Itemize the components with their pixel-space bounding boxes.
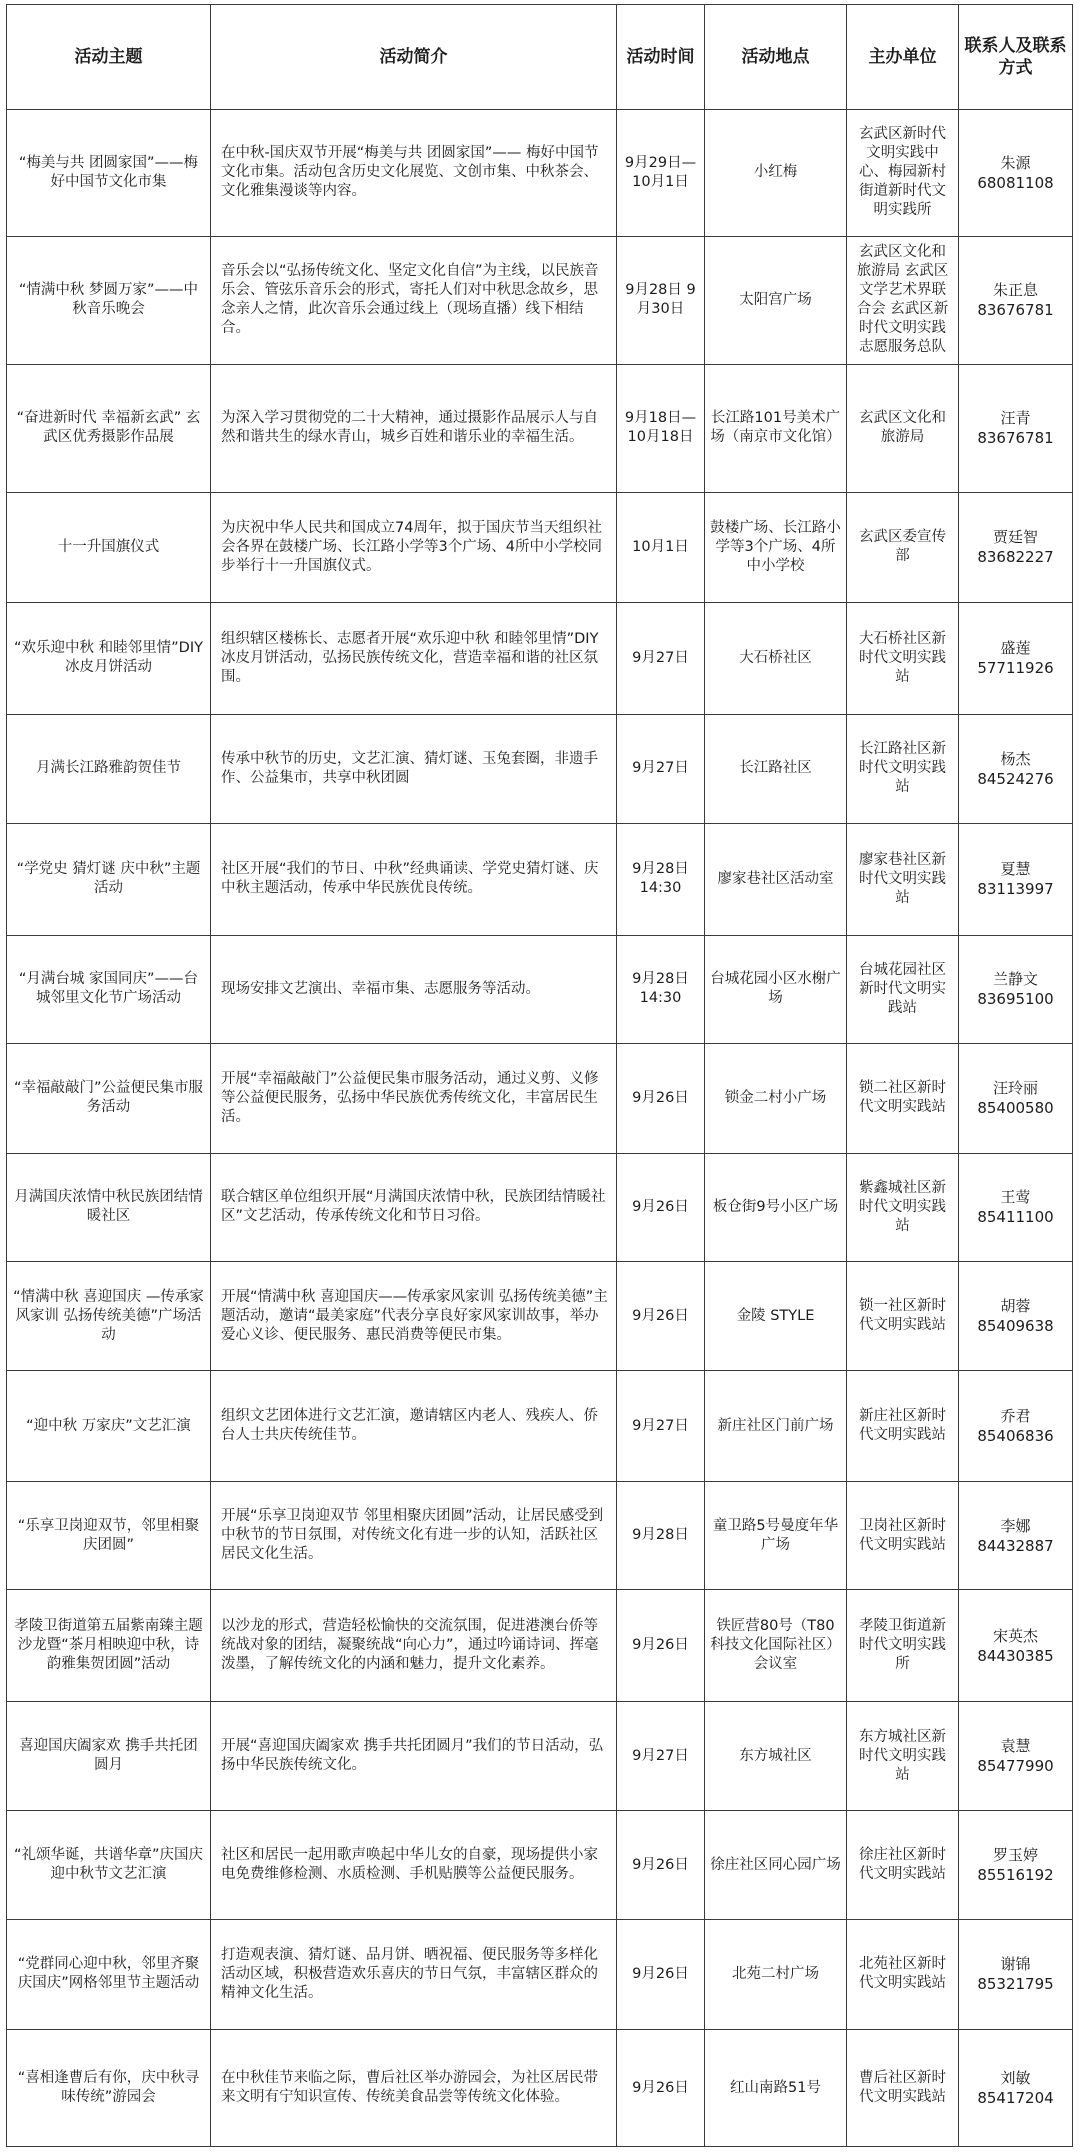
contact-cell — [959, 1261, 1073, 1370]
host-cell: 玄武区新时代文明实践中心、梅园新村街道新时代文明实践所 — [847, 110, 959, 237]
topic-cell: “情满中秋 喜迎国庆 —传承家风家训 弘扬传统美德”广场活动 — [7, 1261, 211, 1370]
topic-cell: “奋进新时代 幸福新玄武” 玄武区优秀摄影作品展 — [7, 364, 211, 492]
description-cell: 社区开展“我们的节日、中秋”经典诵读、学党史猜灯谜、庆中秋主题活动，传承中华民族优良传统。 — [211, 824, 617, 936]
description-cell: 在中秋-国庆双节开展“梅美与共 团圆家国”—— 梅好中国节文化市集。活动包含历史文化展览、文创市集、中秋茶会、文化雅集漫谈等内容。 — [211, 110, 617, 237]
contact-cell — [959, 492, 1073, 602]
table-row — [7, 1261, 1073, 1370]
topic-cell: “党群同心迎中秋，邻里齐聚庆国庆”网格邻里节主题活动 — [7, 1919, 211, 2029]
topic-cell: 月满长江路雅韵贺佳节 — [7, 714, 211, 823]
time-cell: 9月29日—10月1日 — [617, 110, 705, 237]
description-cell: 传承中秋节的历史，文艺汇演、猜灯谜、玉兔套圈，非遗手作、公益集市，共享中秋团圆 — [211, 714, 617, 823]
time-cell: 9月26日 — [617, 1811, 705, 1919]
header-description: 活动简介 — [211, 5, 617, 110]
time-cell: 10月1日 — [617, 492, 705, 602]
header-topic: 活动主题 — [7, 5, 211, 110]
place-cell: 东方城社区 — [705, 1701, 847, 1810]
contact-name: 贾廷智 — [992, 528, 1038, 547]
contact-phone: 57711926 — [977, 659, 1054, 678]
place-cell: 小红梅 — [705, 110, 847, 237]
table-row — [7, 1811, 1073, 1919]
time-cell: 9月27日 — [617, 1371, 705, 1481]
contact-cell — [959, 1481, 1073, 1589]
description-cell: 联合辖区单位组织开展“月满国庆浓情中秋，民族团结情暖社区”文艺活动，传承传统文化和节日习俗。 — [211, 1153, 617, 1261]
table-row — [7, 1919, 1073, 2029]
host-cell: 紫鑫城社区新时代文明实践站 — [847, 1153, 959, 1261]
header-time: 活动时间 — [617, 5, 705, 110]
contact-cell — [959, 1590, 1073, 1702]
table-row — [7, 110, 1073, 237]
host-cell: 玄武区委宣传部 — [847, 492, 959, 602]
contact-cell — [959, 364, 1073, 492]
host-cell: 廖家巷社区新时代文明实践站 — [847, 824, 959, 936]
contact-cell — [959, 1153, 1073, 1261]
contact-phone: 83676781 — [977, 301, 1054, 320]
contact-cell — [959, 603, 1073, 715]
contact-phone: 84432887 — [977, 1536, 1054, 1555]
time-cell: 9月28日 14:30 — [617, 824, 705, 936]
table-row — [7, 492, 1073, 602]
description-cell: 为庆祝中华人民共和国成立74周年，拟于国庆节当天组织社会各界在鼓楼广场、长江路小学等3个广场、4所中小学校同步举行十一升国旗仪式。 — [211, 492, 617, 602]
topic-cell: “乐享卫岗迎双节，邻里相聚庆团圆” — [7, 1481, 211, 1589]
description-cell: 为深入学习贯彻党的二十大精神，通过摄影作品展示人与自然和谐共生的绿水青山，城乡百姓和谐乐业的幸福生活。 — [211, 364, 617, 492]
place-cell: 太阳宫广场 — [705, 236, 847, 364]
table-row — [7, 1701, 1073, 1810]
contact-cell — [959, 1811, 1073, 1919]
place-cell: 童卫路5号曼度年华广场 — [705, 1481, 847, 1589]
description-cell: 开展“幸福敲敲门”公益便民集市服务活动，通过义剪、义修等公益便民服务，弘扬中华民族优秀传统文化，丰富居民生活。 — [211, 1044, 617, 1153]
table-row — [7, 1590, 1073, 1702]
description-cell: 现场安排文艺演出、幸福市集、志愿服务等活动。 — [211, 935, 617, 1043]
time-cell: 9月26日 — [617, 1044, 705, 1153]
contact-phone: 83695100 — [977, 990, 1054, 1009]
contact-cell — [959, 1371, 1073, 1481]
time-cell: 9月27日 — [617, 603, 705, 715]
time-cell: 9月26日 — [617, 1153, 705, 1261]
place-cell: 锁金二村小广场 — [705, 1044, 847, 1153]
host-cell: 台城花园社区新时代文明实践站 — [847, 935, 959, 1043]
place-cell: 台城花园小区水榭广场 — [705, 935, 847, 1043]
time-cell: 9月28日 9月30日 — [617, 236, 705, 364]
contact-name: 乔君 — [1000, 1407, 1031, 1426]
topic-cell: “迎中秋 万家庆”文艺汇演 — [7, 1371, 211, 1481]
contact-phone: 85409638 — [977, 1317, 1054, 1336]
topic-cell: 喜迎国庆阖家欢 携手共托团圆月 — [7, 1701, 211, 1810]
contact-name: 杨杰 — [1000, 749, 1031, 768]
contact-name: 朱正息 — [992, 281, 1038, 300]
topic-cell: “幸福敲敲门”公益便民集市服务活动 — [7, 1044, 211, 1153]
table-row — [7, 1481, 1073, 1589]
contact-name: 汪青 — [1000, 409, 1031, 428]
contact-name: 胡蓉 — [1000, 1297, 1031, 1316]
contact-phone: 84430385 — [977, 1646, 1054, 1665]
time-cell: 9月26日 — [617, 1261, 705, 1370]
topic-cell: “学党史 猜灯谜 庆中秋”主题活动 — [7, 824, 211, 936]
contact-phone: 68081108 — [977, 173, 1054, 192]
place-cell: 铁匠营80号（T80科技文化国际社区）会议室 — [705, 1590, 847, 1702]
description-cell: 在中秋佳节来临之际，曹后社区举办游园会，为社区居民带来文明有宁知识宣传、传统美食品尝等传统文化体验。 — [211, 2030, 617, 2147]
contact-cell — [959, 714, 1073, 823]
contact-phone: 83676781 — [977, 429, 1054, 448]
contact-cell — [959, 110, 1073, 237]
description-cell: 以沙龙的形式，营造轻松愉快的交流氛围，促进港澳台侨等统战对象的团结，凝聚统战“向心力”，通过吟诵诗词、挥毫泼墨，了解传统文化的内涵和魅力，提升文化素养。 — [211, 1590, 617, 1702]
table-row — [7, 364, 1073, 492]
host-cell: 东方城社区新时代文明实践站 — [847, 1701, 959, 1810]
time-cell: 9月27日 — [617, 1701, 705, 1810]
topic-cell: “欢乐迎中秋 和睦邻里情”DIY冰皮月饼活动 — [7, 603, 211, 715]
host-cell: 玄武区文化和旅游局 玄武区文学艺术界联合会 玄武区新时代文明实践志愿服务总队 — [847, 236, 959, 364]
description-cell: 组织文艺团体进行文艺汇演，邀请辖区内老人、残疾人、侨台人士共庆传统佳节。 — [211, 1371, 617, 1481]
host-cell: 长江路社区新时代文明实践站 — [847, 714, 959, 823]
contact-cell — [959, 935, 1073, 1043]
place-cell: 徐庄社区同心园广场 — [705, 1811, 847, 1919]
place-cell: 板仓街9号小区广场 — [705, 1153, 847, 1261]
header-host: 主办单位 — [847, 5, 959, 110]
contact-name: 汪玲丽 — [992, 1079, 1038, 1098]
description-cell: 组织辖区楼栋长、志愿者开展“欢乐迎中秋 和睦邻里情”DIY冰皮月饼活动，弘扬民族传统文化，营造幸福和谐的社区氛围。 — [211, 603, 617, 715]
table-row — [7, 935, 1073, 1043]
contact-phone: 85400580 — [977, 1099, 1054, 1118]
contact-phone: 85406836 — [977, 1427, 1054, 1446]
table-row — [7, 824, 1073, 936]
time-cell: 9月26日 — [617, 1919, 705, 2029]
host-cell: 大石桥社区新时代文明实践站 — [847, 603, 959, 715]
topic-cell: “情满中秋 梦圆万家”——中秋音乐晚会 — [7, 236, 211, 364]
topic-cell: 孝陵卫街道第五届紫南臻主题沙龙暨“茶月相映迎中秋，诗韵雅集贺团圆”活动 — [7, 1590, 211, 1702]
contact-name: 刘敏 — [1000, 2069, 1031, 2088]
topic-cell: 十一升国旗仪式 — [7, 492, 211, 602]
host-cell: 玄武区文化和旅游局 — [847, 364, 959, 492]
description-cell: 音乐会以“弘扬传统文化、坚定文化自信”为主线，以民族音乐会、管弦乐音乐会的形式，寄托人们对中秋思念故乡，思念亲人之情，此次音乐会通过线上（现场直播）线下相结合。 — [211, 236, 617, 364]
header-contact: 联系人及联系方式 — [959, 5, 1073, 110]
table-row — [7, 236, 1073, 364]
table-row — [7, 1044, 1073, 1153]
host-cell: 锁二社区新时代文明实践站 — [847, 1044, 959, 1153]
time-cell: 9月28日 14:30 — [617, 935, 705, 1043]
place-cell: 长江路社区 — [705, 714, 847, 823]
contact-cell — [959, 2030, 1073, 2147]
host-cell: 曹后社区新时代文明实践站 — [847, 2030, 959, 2147]
contact-phone: 83113997 — [977, 880, 1054, 899]
table-row — [7, 714, 1073, 823]
time-cell: 9月28日 — [617, 1481, 705, 1589]
contact-phone: 85411100 — [977, 1208, 1054, 1227]
table-row — [7, 1153, 1073, 1261]
activity-table — [6, 4, 1073, 2147]
place-cell: 新庄社区门前广场 — [705, 1371, 847, 1481]
contact-name: 袁慧 — [1000, 1737, 1031, 1756]
header-row — [7, 5, 1073, 110]
contact-name: 盛莲 — [1000, 639, 1031, 658]
contact-name: 宋英杰 — [992, 1626, 1038, 1645]
contact-phone: 83682227 — [977, 548, 1054, 567]
topic-cell: 月满国庆浓情中秋民族团结情暖社区 — [7, 1153, 211, 1261]
topic-cell: “喜相逢曹后有你，庆中秋寻味传统”游园会 — [7, 2030, 211, 2147]
contact-name: 兰静文 — [992, 970, 1038, 989]
contact-cell — [959, 236, 1073, 364]
contact-cell — [959, 1044, 1073, 1153]
table-row — [7, 603, 1073, 715]
time-cell: 9月18日—10月18日 — [617, 364, 705, 492]
place-cell: 鼓楼广场、长江路小学等3个广场、4所中小学校 — [705, 492, 847, 602]
description-cell: 开展“喜迎国庆阖家欢 携手共托团圆月”我们的节日活动，弘扬中华民族传统文化。 — [211, 1701, 617, 1810]
contact-phone: 85477990 — [977, 1757, 1054, 1776]
contact-name: 罗玉婷 — [992, 1846, 1038, 1865]
contact-phone: 85417204 — [977, 2089, 1054, 2108]
host-cell: 徐庄社区新时代文明实践站 — [847, 1811, 959, 1919]
topic-cell: “梅美与共 团圆家国”——梅好中国节文化市集 — [7, 110, 211, 237]
host-cell: 新庄社区新时代文明实践站 — [847, 1371, 959, 1481]
contact-cell — [959, 1701, 1073, 1810]
contact-name: 朱源 — [1000, 153, 1031, 172]
place-cell: 北苑二村广场 — [705, 1919, 847, 2029]
contact-name: 王莺 — [1000, 1188, 1031, 1207]
contact-cell — [959, 824, 1073, 936]
description-cell: 社区和居民一起用歌声唤起中华儿女的自豪，现场提供小家电免费维修检测、水质检测、手机贴膜等公益便民服务。 — [211, 1811, 617, 1919]
time-cell: 9月27日 — [617, 714, 705, 823]
contact-name: 夏慧 — [1000, 860, 1031, 879]
place-cell: 长江路101号美术广场（南京市文化馆） — [705, 364, 847, 492]
host-cell: 锁一社区新时代文明实践站 — [847, 1261, 959, 1370]
place-cell: 金陵 STYLE — [705, 1261, 847, 1370]
contact-phone: 84524276 — [977, 769, 1054, 788]
place-cell: 大石桥社区 — [705, 603, 847, 715]
description-cell: 开展“乐享卫岗迎双节 邻里相聚庆团圆”活动，让居民感受到中秋节的节日氛围，对传统文化有进一步的认知，活跃社区居民文化生活。 — [211, 1481, 617, 1589]
host-cell: 北苑社区新时代文明实践站 — [847, 1919, 959, 2029]
host-cell: 孝陵卫街道新时代文明实践所 — [847, 1590, 959, 1702]
time-cell: 9月26日 — [617, 1590, 705, 1702]
contact-name: 李娜 — [1000, 1516, 1031, 1535]
contact-cell — [959, 1919, 1073, 2029]
description-cell: 开展“情满中秋 喜迎国庆——传承家风家训 弘扬传统美德”主题活动，邀请“最美家庭”代表分享良好家风家训故事，举办爱心义诊、便民服务、惠民消费等便民市集。 — [211, 1261, 617, 1370]
host-cell: 卫岗社区新时代文明实践站 — [847, 1481, 959, 1589]
contact-phone: 85516192 — [977, 1866, 1054, 1885]
time-cell: 9月26日 — [617, 2030, 705, 2147]
contact-phone: 85321795 — [977, 1975, 1054, 1994]
header-place: 活动地点 — [705, 5, 847, 110]
description-cell: 打造观表演、猜灯谜、品月饼、晒祝福、便民服务等多样化活动区域，积极营造欢乐喜庆的节日气氛，丰富辖区群众的精神文化生活。 — [211, 1919, 617, 2029]
topic-cell: “礼颂华诞，共谱华章”庆国庆迎中秋节文艺汇演 — [7, 1811, 211, 1919]
topic-cell: “月满台城 家国同庆”——台城邻里文化节广场活动 — [7, 935, 211, 1043]
table-row — [7, 2030, 1073, 2147]
place-cell: 红山南路51号 — [705, 2030, 847, 2147]
contact-name: 谢锦 — [1000, 1955, 1031, 1974]
table-row — [7, 1371, 1073, 1481]
place-cell: 廖家巷社区活动室 — [705, 824, 847, 936]
